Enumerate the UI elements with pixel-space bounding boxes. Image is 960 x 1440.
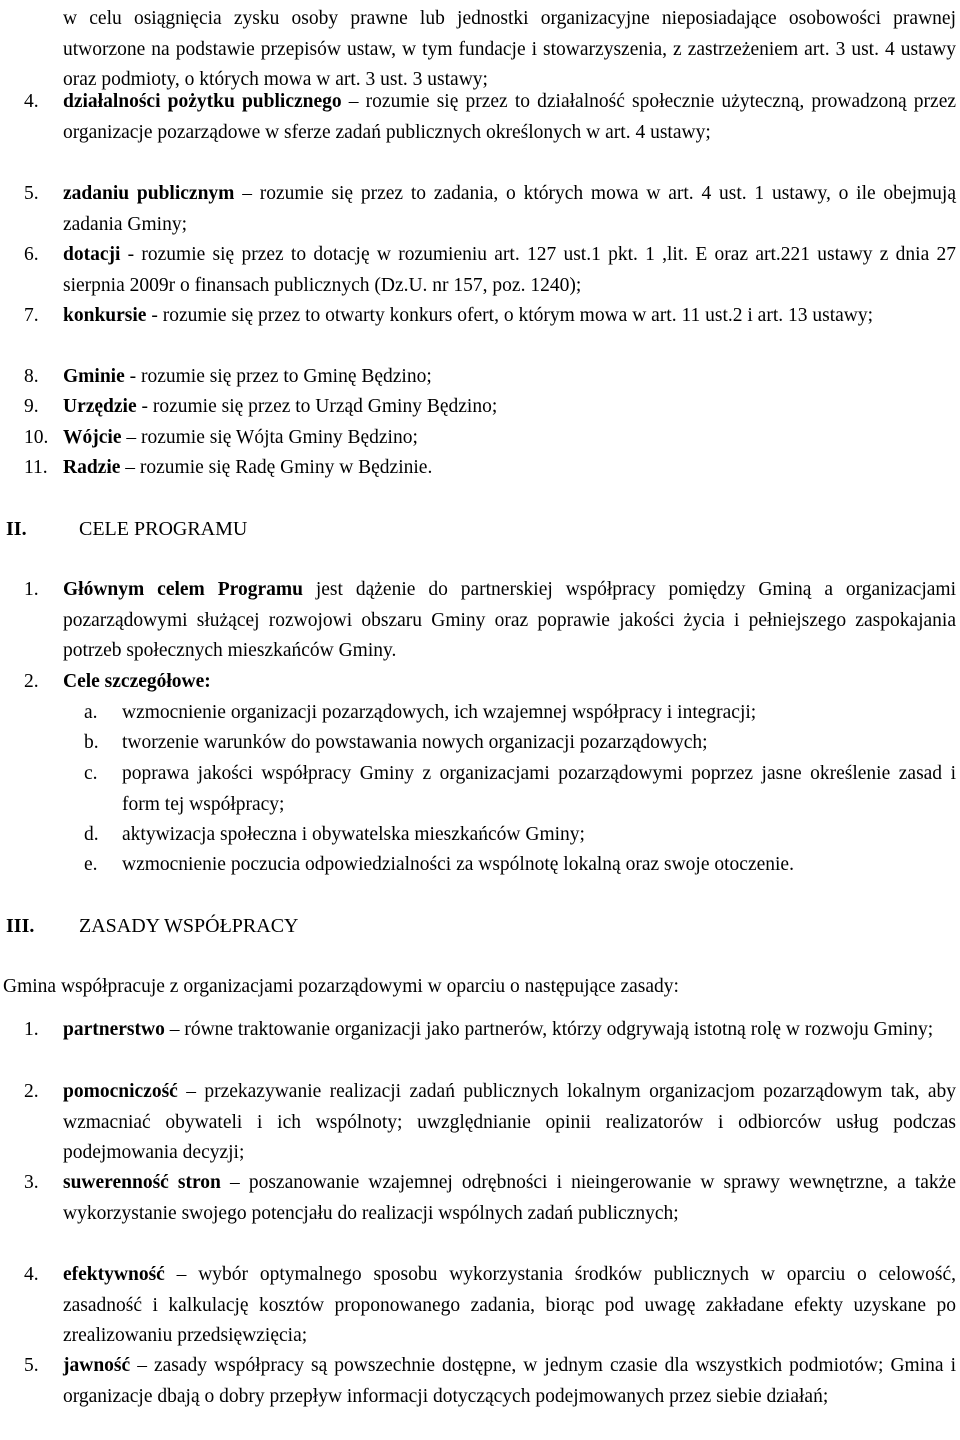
principle-term: jawność (63, 1355, 131, 1376)
section-title: ZASADY WSPÓŁPRACY (79, 915, 299, 937)
goal-text: poprawa jakości współpracy Gminy z organizacjami pozarządowymi poprzez jasne określenie zasad i form tej współpracy; (122, 763, 956, 815)
principle-text: – przekazywanie realizacji zadań publicznych lokalnym organizacjom pozarządowym tak, aby wzmacniać obywateli i ich wspólnoty; uwzględnianie opinii realizatorów i odbiorców usług podczas podejmowania decyzji; (63, 1081, 956, 1163)
definition-number: 10. (24, 427, 49, 448)
goal-main (24, 575, 956, 667)
goal-item (84, 820, 956, 851)
definition-item (24, 179, 956, 240)
definition-text: - rozumie się przez to Gminę Będzino; (124, 366, 432, 387)
principle-number: 3. (24, 1172, 39, 1193)
definition-number: 5. (24, 183, 39, 204)
goal-text: wzmocnienie organizacji pozarządowych, ich wzajemnej współpracy i integracji; (122, 702, 757, 723)
definition-item (24, 301, 956, 332)
section-title: CELE PROGRAMU (79, 518, 248, 540)
goal-item (84, 759, 956, 820)
principle-text: – równe traktowanie organizacji jako partnerów, którzy odgrywają istotną rolę w rozwoju Gminy; (164, 1019, 934, 1040)
section-heading (6, 911, 506, 943)
goal-item (84, 850, 956, 881)
definition-item (24, 423, 956, 454)
definition-term: Radzie (63, 457, 121, 478)
principle-number: 5. (24, 1355, 39, 1376)
goal-number: 2. (24, 671, 39, 692)
definition-number: 11. (24, 457, 48, 478)
definition-item (24, 453, 956, 484)
definition-term: działalności pożytku publicznego (63, 91, 342, 112)
goal-letter: a. (84, 702, 98, 723)
definition-item (24, 362, 956, 393)
goal-text: tworzenie warunków do powstawania nowych organizacji pozarządowych; (122, 732, 708, 753)
definition-text: – rozumie się przez to zadania, o których mowa w art. 4 ust. 1 ustawy, o ile obejmują zadania Gminy; (63, 183, 956, 235)
definition-number: 4. (24, 91, 39, 112)
definition-text: - rozumie się przez to dotację w rozumieniu art. 127 ust.1 pkt. 1 ,lit. E oraz art.221 ustawy z dnia 27 sierpnia 2009r o finansach publicznych (Dz.U. nr 157, poz. 1240); (63, 244, 956, 296)
section-number: II. (6, 518, 27, 540)
principle-text: – zasady współpracy są powszechnie dostępne, w jednym czasie dla wszystkich podmiotów; Gmina i organizacje dbają o dobry przepływ informacji dotyczących podejmowanych przez siebie działań; (63, 1355, 956, 1407)
definition-number: 8. (24, 366, 39, 387)
principle-text: – poszanowanie wzajemnej odrębności i nieingerowanie w sprawy wewnętrzne, a także wykorzystanie swojego potencjału do realizacji wspólnych zadań publicznych; (63, 1172, 956, 1224)
goal-letter: c. (84, 763, 98, 784)
definition-number: 6. (24, 244, 39, 265)
definition-text: – rozumie się Radę Gminy w Będzinie. (120, 457, 433, 478)
principle-item (24, 1351, 956, 1412)
section-heading (6, 514, 506, 546)
section-lead: Gmina współpracuje z organizacjami pozarządowymi w oparciu o następujące zasady: (3, 976, 679, 997)
principle-item (24, 1015, 956, 1046)
principle-item (24, 1260, 956, 1352)
goal-item (84, 698, 956, 729)
definition-number: 9. (24, 396, 39, 417)
definition-term: Wójcie (63, 427, 122, 448)
goal-text: aktywizacja społeczna i obywatelska mieszkańców Gminy; (122, 824, 585, 845)
goal-letter: b. (84, 732, 99, 753)
principle-term: efektywność (63, 1264, 165, 1285)
definition-text: - rozumie się przez to Urząd Gminy Będzino; (136, 396, 498, 417)
definition-term: Gminie (63, 366, 125, 387)
definition-term: dotacji (63, 244, 121, 265)
goal-number: 1. (24, 579, 39, 600)
principle-number: 2. (24, 1081, 39, 1102)
principle-term: partnerstwo (63, 1019, 165, 1040)
definition-item (24, 87, 956, 148)
principle-number: 4. (24, 1264, 39, 1285)
principle-number: 1. (24, 1019, 39, 1040)
definition-term: konkursie (63, 305, 147, 326)
goal-text: jest dążenie do partnerskiej współpracy pomiędzy Gminą a organizacjami pozarządowymi służącej rozwojowi obszaru Gminy oraz poprawie jakości życia i pełniejszego zaspokajania potrzeb społecznych mieszkańców Gminy. (63, 579, 956, 661)
goal-term: Cele szczegółowe: (63, 671, 211, 692)
definition-term: Urzędzie (63, 396, 137, 417)
goal-letter: e. (84, 854, 98, 875)
definition-item (24, 240, 956, 301)
definition-term: zadaniu publicznym (63, 183, 235, 204)
section-number: III. (6, 915, 35, 937)
goal-letter: d. (84, 824, 99, 845)
goal-item (84, 728, 956, 759)
principle-text: – wybór optymalnego sposobu wykorzystania środków publicznych w oparciu o celowość, zasadność i kalkulację kosztów proponowanego zadania, biorąc pod uwagę zakładane efekty uzyskane po zrealizowaniu przedsięwzięcia; (63, 1264, 956, 1346)
definition-text: - rozumie się przez to otwarty konkurs ofert, o którym mowa w art. 11 ust.2 i art. 13 ustawy; (146, 305, 874, 326)
definition-text: – rozumie się przez to działalność społecznie użyteczną, prowadzoną przez organizacje pozarządowe w sferze zadań publicznych określonych w art. 4 ustawy; (63, 91, 956, 143)
intro-paragraph (63, 4, 956, 96)
definition-item (24, 392, 956, 423)
principle-term: suwerenność stron (63, 1172, 221, 1193)
principle-term: pomocniczość (63, 1081, 178, 1102)
intro-text: w celu osiągnięcia zysku osoby prawne lub jednostki organizacyjne nieposiadające osobowości prawnej utworzone na podstawie przepisów ustaw, w tym fundacje i stowarzyszenia, z zastrzeżeniem art. 3 ust. 4 ustawy oraz podmioty, o których mowa w art. 3 ust. 3 ustawy; (63, 8, 956, 90)
definition-text: – rozumie się Wójta Gminy Będzino; (121, 427, 418, 448)
goal-specific-heading (24, 667, 956, 698)
principle-item (24, 1077, 956, 1169)
principle-item (24, 1168, 956, 1229)
definition-number: 7. (24, 305, 39, 326)
goal-term: Głównym celem Programu (63, 579, 303, 600)
goal-text: wzmocnienie poczucia odpowiedzialności za wspólnotę lokalną oraz swoje otoczenie. (122, 854, 794, 875)
